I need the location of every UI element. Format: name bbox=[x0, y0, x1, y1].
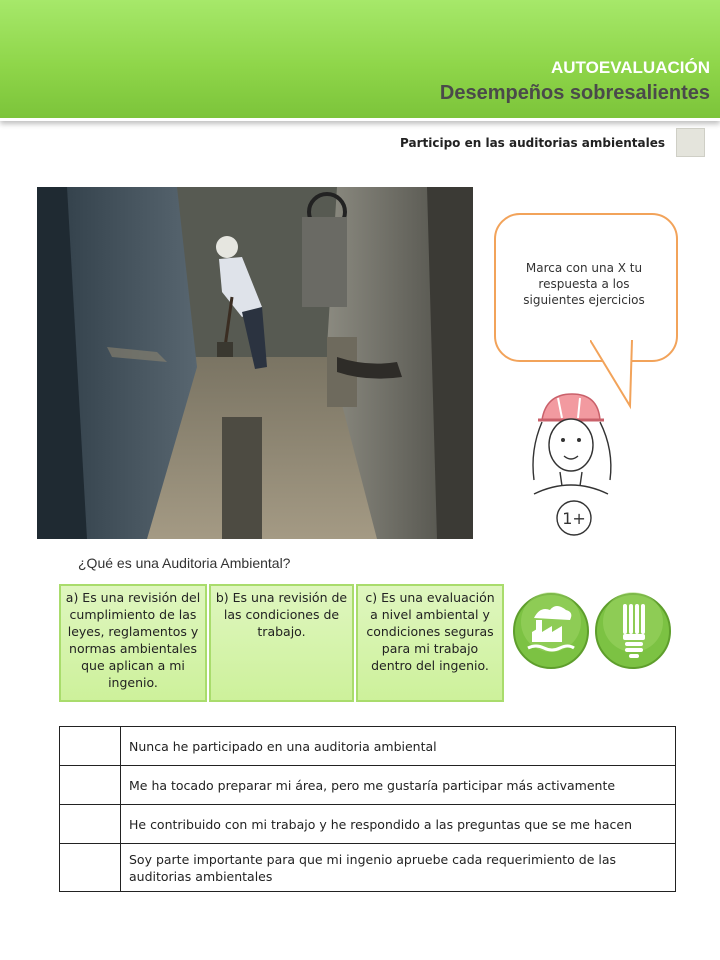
cfl-bulb-icon bbox=[594, 592, 672, 670]
svg-text:1+: 1+ bbox=[562, 509, 586, 528]
page-title: AUTOEVALUACIÓN bbox=[551, 58, 710, 77]
helmet-girl-illustration bbox=[522, 390, 617, 540]
answer-text: Soy parte importante para que mi ingenio apruebe cada requerimiento de las auditorias ambientales bbox=[121, 844, 676, 892]
answer-checkbox[interactable] bbox=[60, 727, 121, 766]
self-assessment-statement: Participo en las auditorias ambientales bbox=[400, 136, 665, 150]
page-subtitle: Desempeños sobresalientes bbox=[439, 82, 710, 104]
answer-checkbox[interactable] bbox=[60, 805, 121, 844]
worker-photo bbox=[37, 187, 473, 539]
answer-row bbox=[60, 727, 676, 766]
option-b-box[interactable]: b) Es una revisión de las condiciones de trabajo. bbox=[209, 584, 354, 702]
answer-row bbox=[60, 766, 676, 805]
answer-table bbox=[59, 726, 676, 892]
header-banner bbox=[0, 0, 720, 121]
question-text: ¿Qué es una Auditoria Ambiental? bbox=[78, 555, 291, 571]
answer-row bbox=[60, 844, 676, 892]
instruction-text: Marca con una X tu respuesta a los siguientes ejercicios bbox=[523, 261, 645, 307]
option-c-box[interactable]: c) Es una evaluación a nivel ambiental y condiciones seguras para mi trabajo dentro del ingenio. bbox=[356, 584, 504, 702]
answer-text: He contribuido con mi trabajo y he respondido a las preguntas que se me hacen bbox=[121, 805, 676, 844]
option-a-box[interactable]: a) Es una revisión del cumplimiento de las leyes, reglamentos y normas ambientales que aplican a mi ingenio. bbox=[59, 584, 207, 702]
answer-text: Nunca he participado en una auditoria ambiental bbox=[121, 727, 676, 766]
answer-checkbox[interactable] bbox=[60, 844, 121, 892]
divider bbox=[0, 118, 720, 121]
factory-icon bbox=[512, 592, 590, 670]
answer-text: Me ha tocado preparar mi área, pero me gustaría participar más activamente bbox=[121, 766, 676, 805]
statement-checkbox[interactable] bbox=[676, 128, 705, 157]
answer-checkbox[interactable] bbox=[60, 766, 121, 805]
answer-row bbox=[60, 805, 676, 844]
worker-tunnel-image bbox=[37, 187, 473, 539]
